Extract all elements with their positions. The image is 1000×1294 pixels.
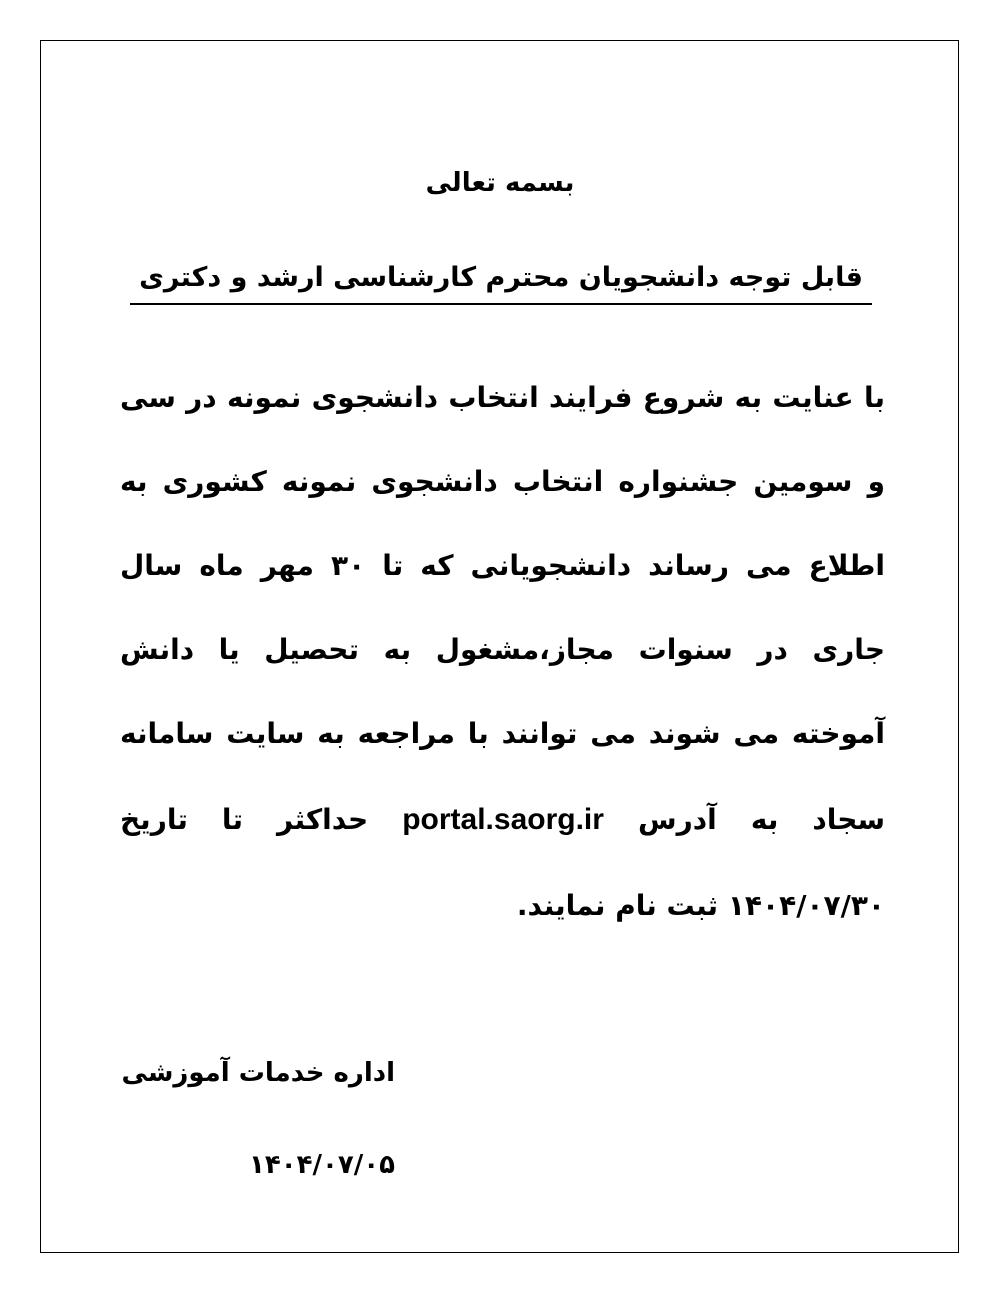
basmala-heading: بسمه تعالی bbox=[425, 168, 575, 198]
body-line-4: جاری در سنوات مجاز،مشغول به تحصیل یا دانش bbox=[120, 633, 885, 666]
signature-office: اداره خدمات آموزشی bbox=[121, 1058, 395, 1088]
body-line-7: ۱۴۰۴/۰۷/۳۰ ثبت نام نمایند. bbox=[516, 889, 885, 922]
body-line-6-suffix: حداکثر تا تاریخ bbox=[120, 803, 369, 836]
body-line-6 bbox=[120, 800, 885, 840]
body-line-2: و سومین جشنواره انتخاب دانشجوی نمونه کشوری به bbox=[120, 465, 885, 498]
body-line-1: با عنایت به شروع فرایند انتخاب دانشجوی نمونه در سی bbox=[120, 381, 885, 414]
body-line-6-prefix: سجاد به آدرس bbox=[638, 803, 886, 836]
signature-date: ۱۴۰۴/۰۷/۰۵ bbox=[249, 1150, 395, 1180]
body-line-3: اطلاع می رساند دانشجویانی که تا ۳۰ مهر ماه سال bbox=[120, 549, 885, 582]
body-line-5: آموخته می شوند می توانند با مراجعه به سایت سامانه bbox=[120, 717, 885, 750]
portal-url-link[interactable]: portal.saorg.ir bbox=[402, 803, 604, 836]
addressee-heading: قابل توجه دانشجویان محترم کارشناسی ارشد و دکتری bbox=[130, 262, 872, 305]
